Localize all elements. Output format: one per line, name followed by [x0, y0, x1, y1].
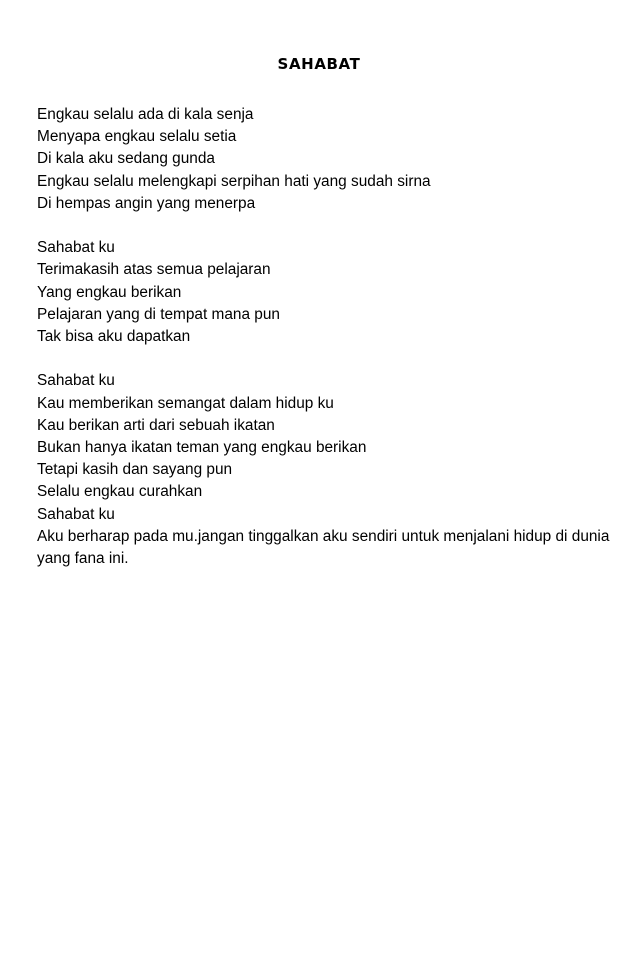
poem-line: Tak bisa aku dapatkan [37, 328, 191, 346]
poem-title: SAHABAT [277, 55, 361, 73]
stanza-1 [37, 104, 617, 215]
poem-line: Sahabat ku [37, 505, 115, 523]
stanza-3 [37, 370, 617, 570]
poem-line: Tetapi kasih dan sayang pun [37, 461, 233, 479]
poem-line: Sahabat ku [37, 372, 115, 390]
poem-line: Di kala aku sedang gunda [37, 150, 215, 168]
poem-line: Aku berharap pada mu.jangan tinggalkan aku sendiri untuk menjalani hidup di dunia yang fana ini. [37, 527, 610, 568]
stanza-2 [37, 237, 617, 348]
poem-line: Menyapa engkau selalu setia [37, 128, 237, 146]
poem-line: Terimakasih atas semua pelajaran [37, 261, 271, 279]
poem-body [37, 104, 617, 570]
poem-line: Sahabat ku [37, 239, 115, 257]
poem-line: Selalu engkau curahkan [37, 483, 203, 501]
poem-line: Kau berikan arti dari sebuah ikatan [37, 416, 275, 434]
poem-line: Engkau selalu melengkapi serpihan hati yang sudah sirna [37, 172, 431, 190]
poem-line: Yang engkau berikan [37, 283, 182, 301]
poem-line: Engkau selalu ada di kala senja [37, 106, 254, 123]
poem-line: Pelajaran yang di tempat mana pun [37, 305, 280, 323]
poem-line: Kau memberikan semangat dalam hidup ku [37, 394, 334, 412]
poem-line: Di hempas angin yang menerpa [37, 194, 256, 212]
poem-line: Bukan hanya ikatan teman yang engkau berikan [37, 439, 367, 457]
